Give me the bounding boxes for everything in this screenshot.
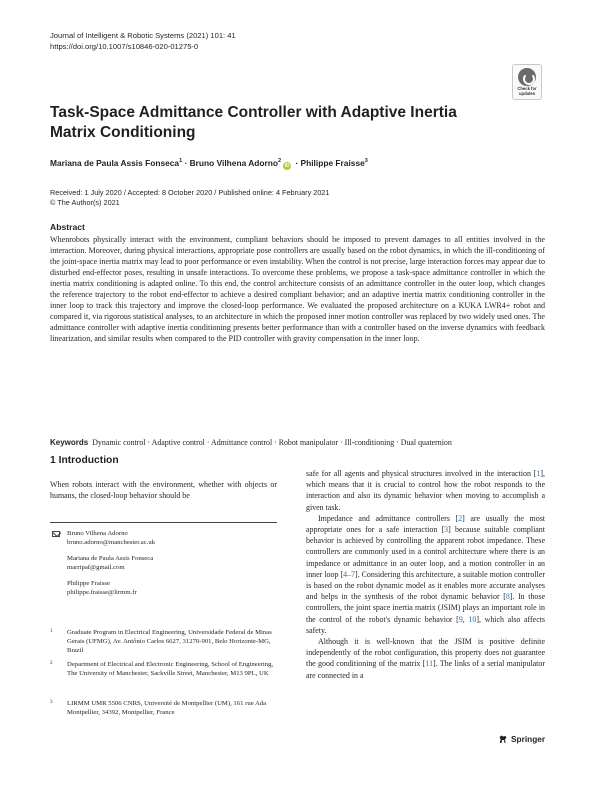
correspondence-block	[67, 529, 155, 604]
citation-link[interactable]: 1	[536, 469, 541, 478]
journal-header	[50, 30, 236, 52]
citation-link[interactable]: 9	[458, 614, 463, 624]
citation-link[interactable]: 8	[505, 592, 510, 602]
keywords-list: Dynamic control · Adaptive control · Admittance control · Robot manipulator · Ill-conditioning · Dual quaternion	[92, 438, 452, 447]
check-updates-icon	[518, 68, 536, 86]
citation-link[interactable]: 11	[425, 659, 434, 669]
affiliation-number: 3	[50, 700, 53, 705]
abstract-text: Whenrobots physically interact with the environment, compliant behaviors should be imposed to prevent damages to all entities involved in the interaction. Moreover, during physical interactions, appropriate pose controllers are usually based on the robot dynamics, in which the ill-conditioning of the joint-space inertia matrix may lead to poor performance or even instability. When the control is not precise, large interaction forces may appear due to disturbed end-effector poses, resulting in unsafe interactions. To overcome these problems, we propose a task-space admittance controller in which the inertia matrix conditioning is adapted online. To this end, the control architecture consists of an admittance controller in the outer loop, which changes the reference trajectory to the robot end-effector to achieve a desired compliant behavior; and an adaptive inertia matrix conditioning controller in the inner loop to track this trajectory and improve the closed-loop performance. We evaluated the proposed architecture on a KUKA LWR4+ robot and compared it, via rigorous statistical analyses, to an architecture in which the proposed inner motion controller was replaced by two widely used ones. The admittance controller with adaptive inertia conditioning presents better performance than with a controller based on the inverse dynamics with feedback linearization, and similar results when compared to the PID controller with gravity compensation in the inner loop.	[50, 235, 545, 344]
history-dates: Received: 1 July 2020 / Accepted: 8 October 2020 / Published online: 4 February 2021	[50, 188, 330, 197]
intro-paragraph: Although it is well-known that the JSIM is positive definite independently of the robot configuration, this property does not guarantee the good conditioning of the matrix [11]. The links of a serial manipulator are connected in a	[306, 637, 545, 680]
author-affiliation-mark: 2	[278, 158, 282, 164]
affiliation-number: 1	[50, 629, 53, 634]
author-separator: ·	[182, 157, 190, 168]
paper-title: Task-Space Admittance Controller with Adaptive Inertia Matrix Conditioning	[50, 104, 457, 141]
abstract-heading: Abstract	[50, 222, 85, 232]
author-separator: ·	[293, 157, 301, 168]
citation-link[interactable]: 2	[458, 513, 463, 523]
contact-name: Philippe Fraisse	[67, 580, 110, 587]
intro-paragraph-left: When robots interact with the environment, whether with objects or humans, the closed-loop behavior should be	[50, 480, 277, 501]
journal-citation: Journal of Intelligent & Robotic Systems (2021) 101: 41	[50, 31, 236, 40]
citation-link[interactable]: 10	[468, 614, 477, 624]
springer-horse-icon	[498, 734, 508, 744]
footnote-divider	[50, 522, 277, 523]
affiliation-text: Graduate Program in Electrical Engineering, Universidade Federal de Minas Gerais (UFMG), Av. Antônio Carlos 6627, 31270-901, Belo Horizonte-MG, Brazil	[67, 629, 272, 654]
intro-paragraph: safe for all agents and physical structures involved in the interaction [1], which means that it is crucial to control how the robot responds to the interaction and also its dynamic behavior when moving to accomplish a given task.	[306, 469, 545, 512]
affiliation-number: 2	[50, 661, 53, 666]
contact-name: Bruno Vilhena Adorno	[67, 530, 128, 537]
intro-right-column	[306, 468, 545, 681]
publisher-name: Springer	[511, 734, 546, 744]
citation-link[interactable]: 4–7	[343, 569, 355, 579]
contact-email[interactable]: marripaf@gmail.com	[67, 564, 125, 571]
check-updates-line1: Check for	[517, 86, 537, 91]
author-name[interactable]: Mariana de Paula Assis Fonseca	[50, 157, 180, 168]
affiliation-3	[50, 699, 277, 717]
doi-link[interactable]: https://doi.org/10.1007/s10846-020-01275-0	[50, 42, 199, 51]
envelope-icon	[52, 531, 60, 537]
affiliation-2	[50, 660, 277, 678]
check-updates-line2: updates	[518, 90, 536, 96]
affiliation-1	[50, 628, 277, 655]
keywords	[50, 437, 545, 448]
citation-link[interactable]: 3	[444, 525, 449, 535]
section-heading-introduction: 1 Introduction	[50, 455, 119, 466]
orcid-icon[interactable]: iD	[284, 162, 290, 169]
author-name[interactable]: Philippe Fraisse	[300, 157, 365, 168]
affiliation-text: Department of Electrical and Electronic Engineering, School of Engineering, The University of Manchester, Sackville Street, Manchester, M13 9PL, UK	[67, 661, 274, 677]
publication-dates	[50, 188, 330, 208]
publisher-logo	[498, 734, 545, 744]
check-for-updates-badge[interactable]	[512, 64, 542, 100]
contact-email[interactable]: bruno.adorno@manchester.ac.uk	[67, 539, 156, 546]
contact-name: Mariana de Paula Assis Fonseca	[67, 555, 154, 562]
copyright-line: © The Author(s) 2021	[50, 198, 120, 207]
keywords-label: Keywords	[50, 438, 89, 447]
affiliation-text: LIRMM UMR 5506 CNRS, Université de Montpellier (UM), 161 rue Ada Montpellier, 34392, Montpellier, France	[67, 700, 267, 716]
author-affiliation-mark: 3	[364, 158, 368, 164]
author-affiliation-mark: 1	[179, 158, 183, 164]
intro-paragraph: Impedance and admittance controllers [2] are usually the most appropriate ones for a safe interaction [3] because suitable compliant behavior is achieved by controlling the apparent robot impedance. These controllers are commonly used in a control architecture where there is an impedance or admittance in an outer loop, and a motion controller in an inner loop [4–7]. Considering this architecture, a suitable motion controller is based on the robot dynamic model as it enables more accurate analyses and helps in the synthesis of the robot dynamic behavior [8]. In those controllers, the joint space inertia matrix (JSIM) plays an important role in the control of the robot's dynamic behavior [9, 10], which also affects safety.	[306, 513, 546, 635]
author-list	[50, 155, 368, 170]
author-name[interactable]: Bruno Vilhena Adorno	[189, 157, 279, 168]
contact-email[interactable]: philippe.fraisse@lirmm.fr	[67, 589, 137, 596]
